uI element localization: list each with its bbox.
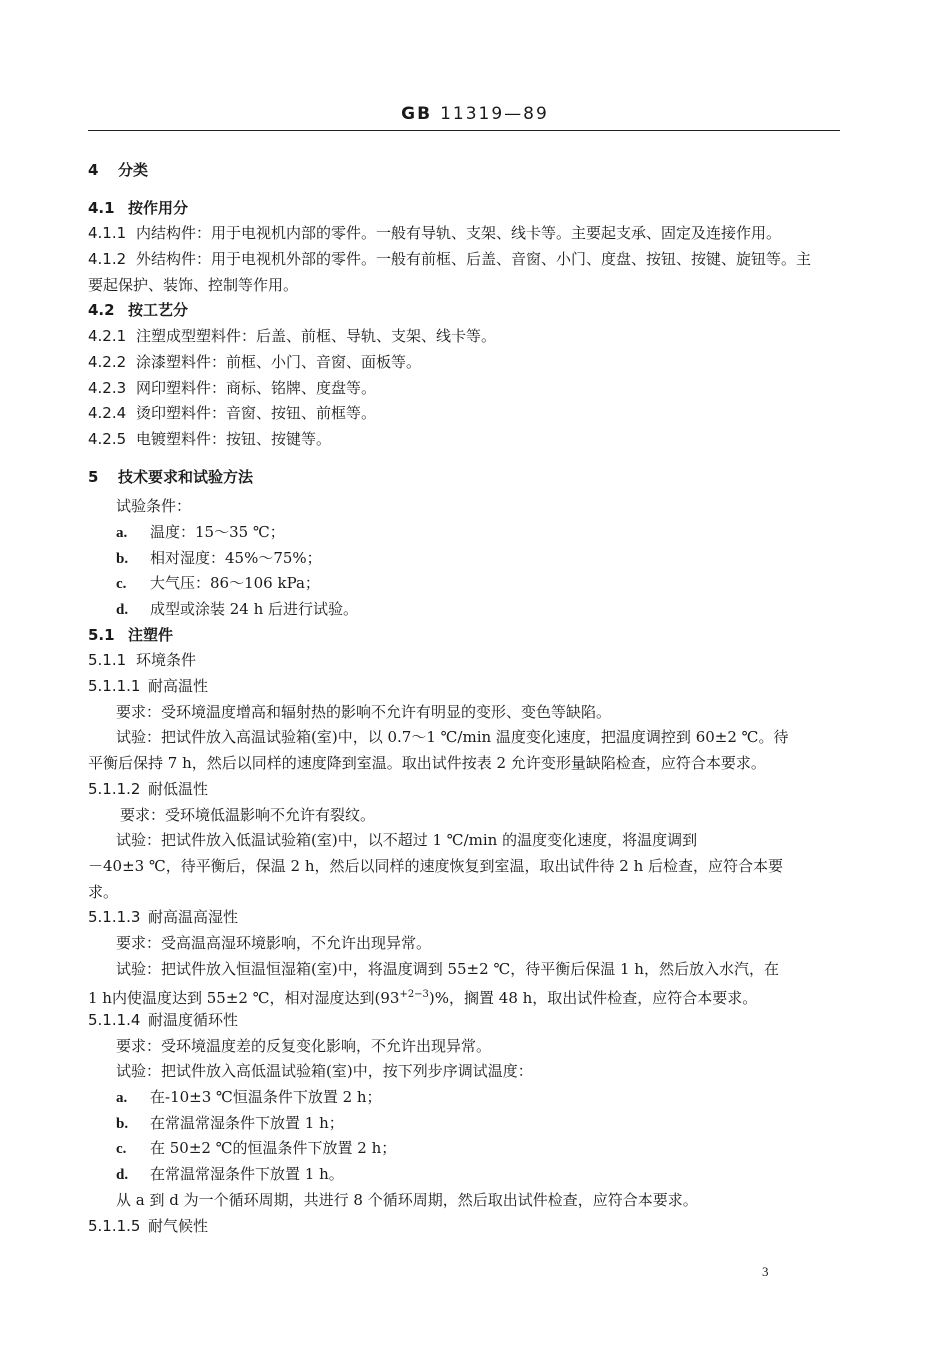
- condition-d: d. 成型或涂装 24 h 后进行试验。: [116, 600, 359, 618]
- clause-4-2-5: 4.2.5 电镀塑料件：按钮、按键等。: [88, 429, 332, 448]
- s5112-test-line1: 试验：把试件放入低温试验箱(室)中，以不超过 1 ℃/min 的温度变化速度，将温度调到: [116, 831, 698, 850]
- section-4-1-heading: 4.1 按作用分: [88, 198, 189, 217]
- section-4-2-heading: 4.2 按工艺分: [88, 301, 189, 320]
- page-number: 3: [762, 1264, 769, 1279]
- header-rule: [88, 130, 840, 131]
- section-5-heading: 5 技术要求和试验方法: [88, 467, 254, 486]
- clause-4-1-2: 4.1.2 外结构件：用于电视机外部的零件。一般有前框、后盖、音窗、小门、度盘、按钮、按键、旋钮等。主: [88, 250, 812, 269]
- document-body: [88, 158, 840, 1239]
- clause-4-1-2-cont: 要起保护、装饰、控制等作用。: [88, 275, 299, 294]
- s5113-test-line1: 试验：把试件放入恒温恒湿箱(室)中，将温度调到 55±2 ℃，待平衡后保温 1 h，然后放入水汽，在: [116, 959, 779, 978]
- s5111-requirement: 要求：受环境温度增高和辐射热的影响不允许有明显的变形、变色等缺陷。: [116, 702, 612, 721]
- condition-a: a. 温度：15～35 ℃；: [116, 522, 285, 541]
- section-5-1-1-4-heading: 5.1.1.4 耐温度循环性: [88, 1011, 239, 1029]
- standard-header: [0, 104, 950, 124]
- condition-b: b. 相对湿度：45%～75%；: [116, 548, 322, 567]
- clause-4-2-3: 4.2.3 网印塑料件：商标、铭牌、度盘等。: [88, 378, 377, 397]
- s5114-step-a: a. 在-10±3 ℃恒温条件下放置 2 h；: [116, 1088, 382, 1107]
- condition-c: c. 大气压：86～106 kPa；: [116, 574, 320, 593]
- s5113-test-line2: 1 h内使温度达到 55±2 ℃，相对湿度达到$(93^{+2-3})\%$，搁置 48 h，取出试件检查，应符合本要求。: [88, 989, 758, 1008]
- s5114-cycle: 从 a 到 d 为一个循环周期，共进行 8 个循环周期，然后取出试件检查，应符合本要求。: [116, 1190, 698, 1209]
- s5114-test: 试验：把试件放入高低温试验箱(室)中，按下列步序调试温度：: [116, 1062, 533, 1081]
- s5111-test-line1: 试验：把试件放入高温试验箱(室)中，以 0.7～1 ℃/min 温度变化速度，把温度调控到 60±2 ℃。待: [116, 728, 789, 747]
- clause-4-2-4: 4.2.4 烫印塑料件：音窗、按钮、前框等。: [88, 404, 377, 423]
- section-5-1-1-heading: 5.1.1 环境条件: [88, 651, 197, 670]
- s5112-test-line2: －40±3 ℃，待平衡后，保温 2 h，然后以同样的速度恢复到室温，取出试件待 2 h 后检查，应符合本要: [88, 856, 783, 875]
- clause-4-2-2: 4.2.2 涂漆塑料件：前框、小门、音窗、面板等。: [88, 352, 422, 371]
- section-5-1-heading: 5.1 注塑件: [88, 625, 174, 644]
- conditions-intro: 试验条件：: [116, 497, 192, 516]
- s5114-requirement: 要求：受环境温度差的反复变化影响，不允许出现异常。: [116, 1036, 492, 1055]
- section-5-1-1-5-heading: 5.1.1.5 耐气候性: [88, 1216, 209, 1235]
- section-5-1-1-2-heading: 5.1.1.2 耐低温性: [88, 779, 209, 798]
- section-4-heading: 4 分类: [88, 161, 149, 179]
- s5112-test-line3: 求。: [88, 882, 119, 901]
- clause-4-2-1: 4.2.1 注塑成型塑料件：后盖、前框、导轨、支架、线卡等。: [88, 327, 497, 346]
- s5114-step-d: d. 在常温常湿条件下放置 1 h。: [116, 1165, 344, 1184]
- humidity-tolerance: +2−3: [399, 989, 429, 1001]
- s5111-test-line2: 平衡后保持 7 h，然后以同样的速度降到室温。取出试件按表 2 允许变形量缺陷检查，应符合本要求。: [88, 754, 766, 773]
- section-5-1-1-3-heading: 5.1.1.3 耐高温高湿性: [88, 908, 239, 927]
- s5114-step-c: c. 在 50±2 ℃的恒温条件下放置 2 h；: [116, 1139, 397, 1158]
- s5112-requirement: 要求：受环境低温影响不允许有裂纹。: [120, 805, 376, 824]
- s5113-requirement: 要求：受高温高湿环境影响，不允许出现异常。: [116, 933, 432, 952]
- standard-prefix: GB: [401, 104, 433, 124]
- section-5-1-1-1-heading: 5.1.1.1 耐高温性: [88, 677, 209, 696]
- clause-4-1-1: 4.1.1 内结构件：用于电视机内部的零件。一般有导轨、支架、线卡等。主要起支承、固定及连接作用。: [88, 224, 782, 243]
- standard-code: 11319—89: [440, 104, 549, 124]
- s5114-step-b: b. 在常温常湿条件下放置 1 h；: [116, 1113, 344, 1132]
